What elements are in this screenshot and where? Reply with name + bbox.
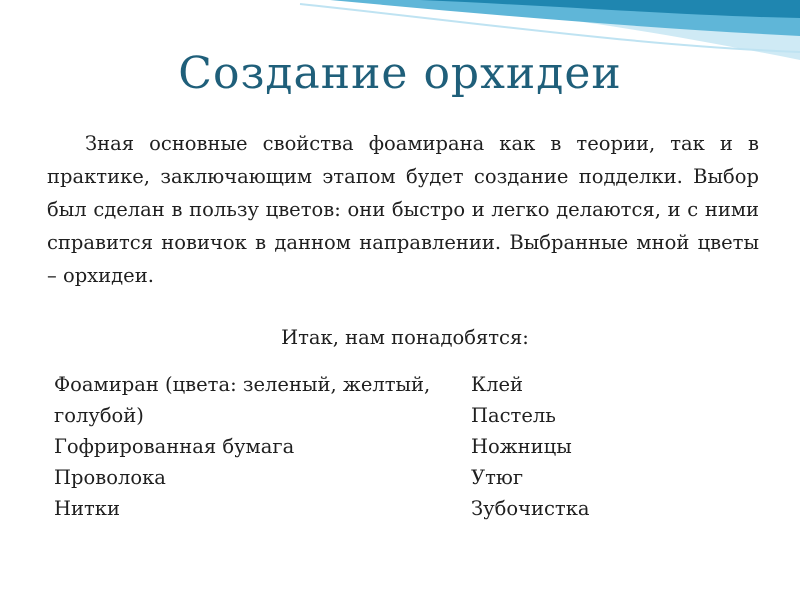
slide-title: Создание орхидеи — [178, 48, 622, 99]
bullet-icon — [455, 400, 471, 431]
list-item: Утюг — [455, 462, 775, 493]
bullet-icon — [38, 462, 54, 493]
bullet-icon — [38, 493, 54, 524]
bullet-icon — [455, 493, 471, 524]
materials-subheading: Итак, нам понадобятся: — [281, 326, 529, 349]
materials-list-left — [38, 369, 458, 524]
list-item: Проволока — [38, 462, 458, 493]
list-item: Фоамиран (цвета: зеленый, желтый, голубой) — [38, 369, 458, 431]
bullet-icon — [455, 462, 471, 493]
materials-list-right — [455, 369, 775, 524]
list-item: Ножницы — [455, 431, 775, 462]
list-item: Клей — [455, 369, 775, 400]
list-item: Пастель — [455, 400, 775, 431]
list-item: Гофрированная бумага — [38, 431, 458, 462]
bullet-icon — [38, 431, 54, 462]
list-item: Зубочистка — [455, 493, 775, 524]
list-item: Нитки — [38, 493, 458, 524]
bullet-icon — [455, 369, 471, 400]
bullet-icon — [455, 431, 471, 462]
intro-paragraph: Зная основные свойства фоамирана как в теории, так и в практике, заключающим этапом будет создание подделки. Выбор был сделан в пользу цветов: они быстро и легко делаются, и с ними справится новичок в данном направлении. Выбранные мной цветы – орхидеи. — [47, 132, 759, 287]
bullet-icon — [38, 369, 54, 431]
